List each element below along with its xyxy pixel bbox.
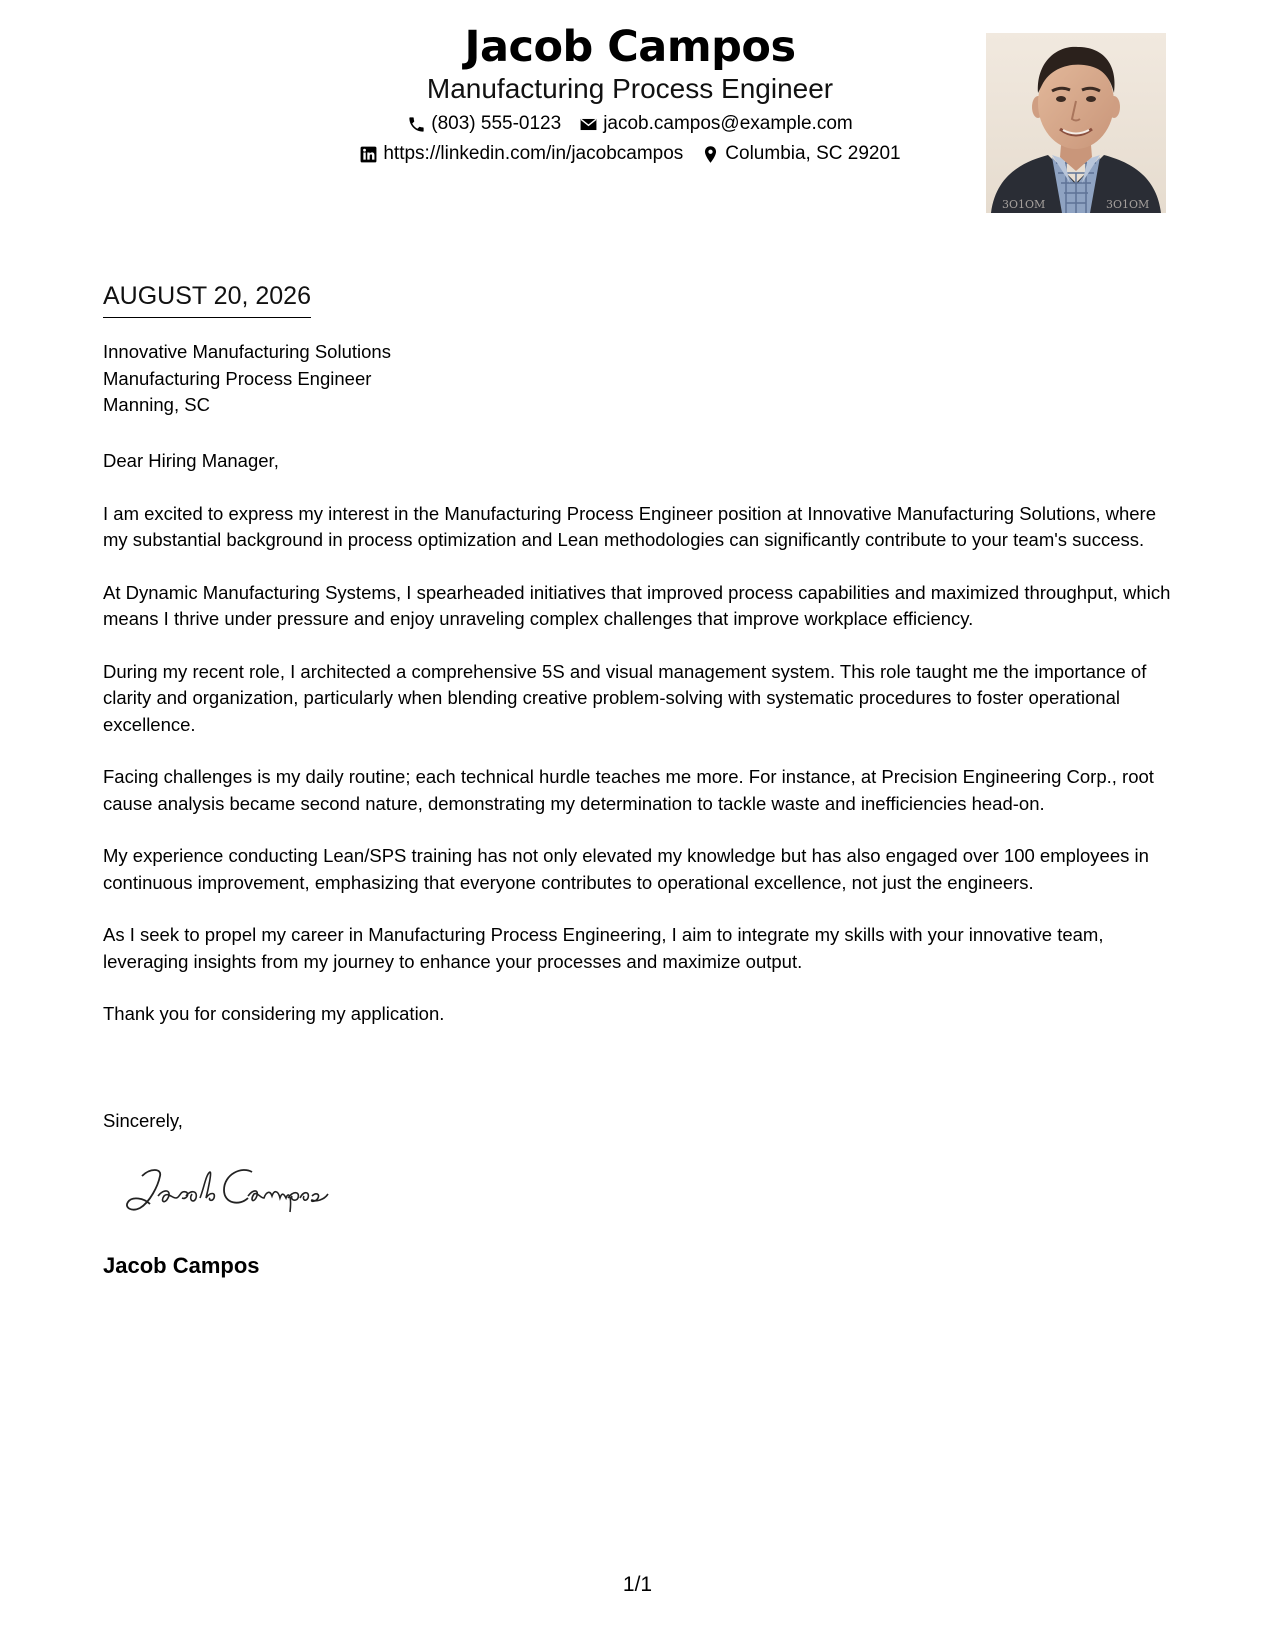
paragraph: My experience conducting Lean/SPS training has not only elevated my knowledge but has also engaged over 100 employees in continuous improvement, emphasizing that everyone contributes to operational excellence, not just the engineers. xyxy=(103,845,1149,893)
contact-location xyxy=(701,142,900,166)
contact-phone[interactable] xyxy=(407,112,561,136)
page-number: 1/1 xyxy=(622,1573,653,1596)
map-pin-icon xyxy=(701,145,720,164)
handwritten-signature xyxy=(120,1158,350,1218)
letter-date: AUGUST 20, 2026 xyxy=(103,280,311,318)
applicant-name: Jacob Campos xyxy=(464,22,796,72)
paragraph: At Dynamic Manufacturing Systems, I spearheaded initiatives that improved process capabilities and maximized throughput, which means I thrive under pressure and enjoy unraveling complex challenges that improve workplace efficiency. xyxy=(103,581,1171,629)
envelope-icon xyxy=(579,115,598,134)
email-text: jacob.campos@example.com xyxy=(603,113,853,134)
applicant-title: Manufacturing Process Engineer xyxy=(426,73,834,104)
contact-email[interactable] xyxy=(579,112,853,136)
location-text: Columbia, SC 29201 xyxy=(725,143,901,164)
signed-name: Jacob Campos xyxy=(103,1253,260,1278)
profile-photo xyxy=(986,33,1166,213)
paragraph: During my recent role, I architected a comprehensive 5S and visual management system. This role taught me the importance of clarity and organization, particularly when blending creative problem-solving with systematic procedures to foster operational excellence. xyxy=(103,660,1147,735)
recipient-company: Innovative Manufacturing Solutions xyxy=(103,341,391,362)
letter-date-block xyxy=(103,280,311,318)
linkedin-text: https://linkedin.com/in/jacobcampos xyxy=(383,143,684,164)
paragraph: I am excited to express my interest in the Manufacturing Process Engineer position at Innovative Manufacturing Solutions, where my substantial background in process optimization and Lean methodologies can significantly contribute to your team's success. xyxy=(103,502,1156,550)
letter-body xyxy=(103,448,1173,1054)
paragraph: Thank you for considering my application. xyxy=(103,1003,445,1024)
phone-text: (803) 555-0123 xyxy=(431,113,562,134)
paragraph: Facing challenges is my daily routine; each technical hurdle teaches me more. For instance, at Precision Engineering Corp., root cause analysis became second nature, demonstrating my determination to tackle waste and inefficiencies head-on. xyxy=(103,766,1154,814)
recipient-location: Manning, SC xyxy=(103,394,210,415)
closing: Sincerely, xyxy=(103,1110,183,1131)
recipient-position: Manufacturing Process Engineer xyxy=(103,367,372,389)
phone-icon xyxy=(407,115,426,134)
salutation: Dear Hiring Manager, xyxy=(103,450,279,471)
recipient-address xyxy=(103,339,391,419)
linkedin-icon xyxy=(359,145,378,164)
photo-watermark-right: 3O1OM xyxy=(1106,198,1150,211)
photo-watermark-left: 3O1OM xyxy=(1002,198,1046,211)
contact-linkedin[interactable] xyxy=(359,142,683,166)
paragraph: As I seek to propel my career in Manufacturing Process Engineering, I aim to integrate my skills with your innovative team, leveraging insights from my journey to enhance your processes and maximize output. xyxy=(103,924,1104,972)
